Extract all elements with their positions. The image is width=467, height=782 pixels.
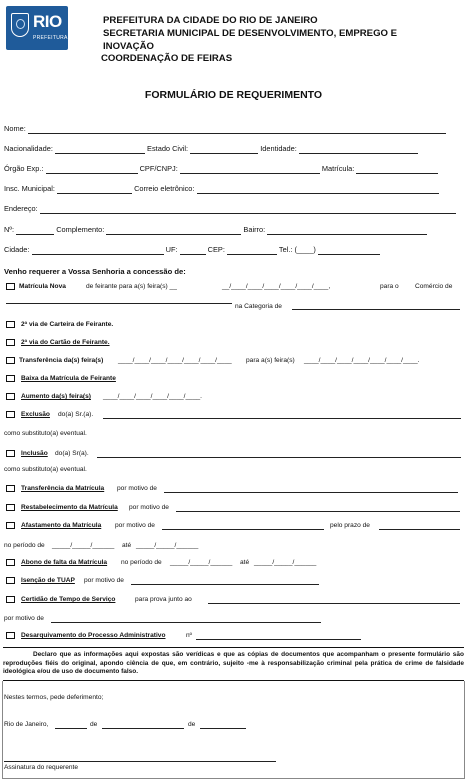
text-para-o: para o	[380, 283, 399, 290]
slots-transferencia[interactable]: ____/____/____/____/____/____/____	[118, 357, 232, 364]
input-motivo-restabelecimento[interactable]	[176, 504, 460, 512]
checkbox-exclusao[interactable]	[6, 411, 15, 418]
text-de-2: de	[188, 721, 196, 728]
city-crest-icon	[11, 13, 29, 37]
text-numero-processo: nº	[186, 632, 193, 639]
input-mes[interactable]	[102, 721, 184, 729]
label-bairro: Bairro:	[243, 225, 266, 234]
label-aumento: Aumento da(s) feira(s)	[21, 393, 91, 400]
slots-para-feiras[interactable]: ____/____/____/____/____/____/____.	[304, 357, 420, 364]
label-matricula-nova: Matrícula Nova	[19, 283, 66, 290]
slots-abono-fim[interactable]: _____/_____/______	[254, 559, 317, 566]
label-transferencia-matricula: Transferência da Matrícula	[21, 485, 105, 492]
row-endereco	[4, 204, 456, 214]
slots-abono-inicio[interactable]: _____/_____/______	[170, 559, 233, 566]
declaration-text: Declaro que as informações aqui expostas são verídicas e que as cópias de documentos que acompanham o presente formulário são reproduções fiéis do original, apondo ciência de que, em contrário, sujeito -me à responsabilização criminal pela prática de crime de falsidade ideológica e/ou de uso de documento falso.	[3, 647, 464, 681]
input-prazo[interactable]	[379, 522, 460, 530]
row-nome	[4, 124, 446, 134]
label-tel: Tel.: (____)	[278, 245, 316, 254]
input-motivo-isencao[interactable]	[131, 577, 319, 585]
label-baixa: Baixa da Matrícula de Feirante	[21, 375, 116, 382]
text-no-periodo-de: no período de	[4, 542, 45, 549]
text-assinatura: Assinatura do requerente	[4, 764, 79, 771]
input-motivo-afastamento[interactable]	[162, 522, 324, 530]
label-orgao-exp: Órgão Exp.:	[4, 164, 44, 173]
input-ano[interactable]	[200, 721, 246, 729]
label-endereco: Endereço:	[4, 204, 38, 213]
label-desarquivamento: Desarquivamento do Processo Administrativo	[21, 632, 166, 639]
input-insc-municipal[interactable]	[57, 186, 132, 194]
form-title: FORMULÁRIO DE REQUERIMENTO	[144, 89, 323, 101]
label-complemento: Complemento:	[56, 225, 105, 234]
label-nacionalidade: Nacionalidade:	[4, 144, 53, 153]
input-categoria[interactable]	[292, 302, 460, 310]
label-insc-municipal: Insc. Municipal:	[4, 184, 55, 193]
label-2via-carteira: 2ª via de Carteira de Feirante.	[21, 321, 114, 328]
header-line-2: SECRETARIA MUNICIPAL DE DESENVOLVIMENTO, EMPREGO E	[103, 28, 398, 39]
label-afastamento: Afastamento da Matrícula	[21, 522, 102, 529]
text-como-substituto-2: como substituto(a) eventual.	[4, 466, 87, 473]
checkbox-transferencia-matricula[interactable]	[6, 485, 15, 492]
text-rio-de-janeiro: Rio de Janeiro,	[4, 721, 49, 728]
text-por-motivo-5: por motivo de	[4, 615, 44, 622]
signature-line[interactable]	[4, 761, 276, 762]
checkbox-2via-cartao[interactable]	[6, 339, 15, 346]
checkbox-afastamento[interactable]	[6, 522, 15, 529]
input-exclusao-nome[interactable]	[103, 411, 461, 419]
input-cep[interactable]	[227, 247, 277, 255]
label-isencao: Isenção de TUAP	[21, 577, 75, 584]
text-inclusao: do(a) Sr(a).	[55, 450, 89, 457]
input-cpf[interactable]	[180, 166, 320, 174]
label-restabelecimento: Restabelecimento da Matrícula	[21, 504, 118, 511]
text-como-substituto-1: como substituto(a) eventual.	[4, 430, 87, 437]
header-line-4: COORDENAÇÃO DE FEIRAS	[101, 53, 233, 64]
text-ate-2: até	[240, 559, 250, 566]
text-pelo-prazo: pelo prazo de	[330, 522, 370, 529]
text-de-1: de	[90, 721, 98, 728]
input-dia[interactable]	[55, 721, 87, 729]
input-numero[interactable]	[16, 227, 54, 235]
text-por-motivo-3: por motivo de	[115, 522, 155, 529]
label-exclusao: Exclusão	[21, 411, 50, 418]
checkbox-aumento[interactable]	[6, 393, 15, 400]
input-uf[interactable]	[180, 247, 206, 255]
logo-text: RIO	[33, 12, 62, 31]
input-estado-civil[interactable]	[190, 146, 258, 154]
text-no-periodo: no período de	[121, 559, 162, 566]
checkbox-transferencia-feiras[interactable]	[6, 357, 15, 364]
label-abono: Abono de falta da Matrícula	[21, 559, 108, 566]
slots-matricula-nova[interactable]: __/____/____/____/____/____/____,	[222, 283, 331, 290]
input-complemento[interactable]	[106, 227, 241, 235]
input-endereco[interactable]	[40, 206, 456, 214]
input-numero-processo[interactable]	[196, 632, 361, 640]
input-motivo-transferencia[interactable]	[164, 485, 458, 493]
text-por-motivo-1: por motivo de	[117, 485, 157, 492]
text-para-feiras: para a(s) feira(s)	[246, 357, 295, 364]
input-nacionalidade[interactable]	[55, 146, 145, 154]
row-orgao	[4, 164, 438, 174]
request-heading: Venho requerer a Vossa Senhoria a concessão de:	[4, 267, 186, 276]
input-identidade[interactable]	[299, 146, 418, 154]
label-uf: UF:	[165, 245, 178, 254]
input-nome[interactable]	[28, 126, 446, 134]
input-motivo-certidao[interactable]	[51, 615, 321, 623]
label-matricula: Matrícula:	[321, 164, 355, 173]
label-numero: Nº:	[4, 225, 15, 234]
input-matricula[interactable]	[356, 166, 438, 174]
slots-aumento[interactable]: ____/____/____/____/____/____.	[103, 393, 203, 400]
label-nome: Nome:	[4, 124, 26, 133]
label-certidao: Certidão de Tempo de Serviço	[21, 596, 116, 603]
row-insc	[4, 184, 439, 194]
text-comercio-de: Comércio de	[415, 283, 453, 290]
row-numero	[4, 225, 427, 235]
logo-subtext: PREFEITURA	[33, 35, 68, 41]
text-na-categoria: na Categoria de	[235, 303, 282, 310]
text-nestes-termos: Nestes termos, pede deferimento;	[4, 694, 104, 701]
checkbox-abono[interactable]	[6, 559, 15, 566]
label-transferencia-feiras: Transferência da(s) feira(s)	[19, 357, 104, 364]
text-por-motivo-2: por motivo de	[129, 504, 169, 511]
checkbox-baixa[interactable]	[6, 375, 15, 382]
checkbox-certidao[interactable]	[6, 596, 15, 603]
header-line-3: INOVAÇÃO	[103, 41, 154, 52]
text-exclusao: do(a) Sr.(a).	[58, 411, 94, 418]
input-prova-junto[interactable]	[208, 596, 460, 604]
text-matricula-nova: de feirante para a(s) feira(s) __	[86, 283, 177, 290]
label-inclusao: Inclusão	[21, 450, 48, 457]
label-cep: CEP:	[207, 245, 225, 254]
checkbox-isencao[interactable]	[6, 577, 15, 584]
label-cpf: CPF/CNPJ:	[139, 164, 178, 173]
label-2via-cartao: 2ª via do Cartão de Feirante.	[21, 339, 110, 346]
row-cidade	[4, 245, 380, 255]
input-correio[interactable]	[197, 186, 439, 194]
label-correio: Correio eletrônico:	[134, 184, 195, 193]
input-orgao-exp[interactable]	[46, 166, 138, 174]
prefeitura-logo	[6, 6, 68, 50]
label-identidade: Identidade:	[260, 144, 297, 153]
text-para-prova: para prova junto ao	[135, 596, 192, 603]
input-inclusao-nome[interactable]	[97, 450, 461, 458]
label-estado-civil: Estado Civil:	[147, 144, 189, 153]
checkbox-2via-carteira[interactable]	[6, 321, 15, 328]
row-nacionalidade	[4, 144, 418, 154]
slots-afastamento-inicio[interactable]: _____/_____/______	[52, 542, 115, 549]
checkbox-inclusao[interactable]	[6, 450, 15, 457]
text-ate-1: até	[122, 542, 132, 549]
input-comercio[interactable]	[6, 296, 232, 304]
input-bairro[interactable]	[267, 227, 427, 235]
label-cidade: Cidade:	[4, 245, 30, 254]
slots-afastamento-fim[interactable]: _____/_____/______	[136, 542, 199, 549]
header-line-1: PREFEITURA DA CIDADE DO RIO DE JANEIRO	[103, 15, 318, 26]
checkbox-matricula-nova[interactable]	[6, 283, 15, 290]
checkbox-restabelecimento[interactable]	[6, 504, 15, 511]
input-cidade[interactable]	[32, 247, 164, 255]
input-tel[interactable]	[318, 247, 380, 255]
text-por-motivo-4: por motivo de	[84, 577, 124, 584]
checkbox-desarquivamento[interactable]	[6, 632, 15, 639]
